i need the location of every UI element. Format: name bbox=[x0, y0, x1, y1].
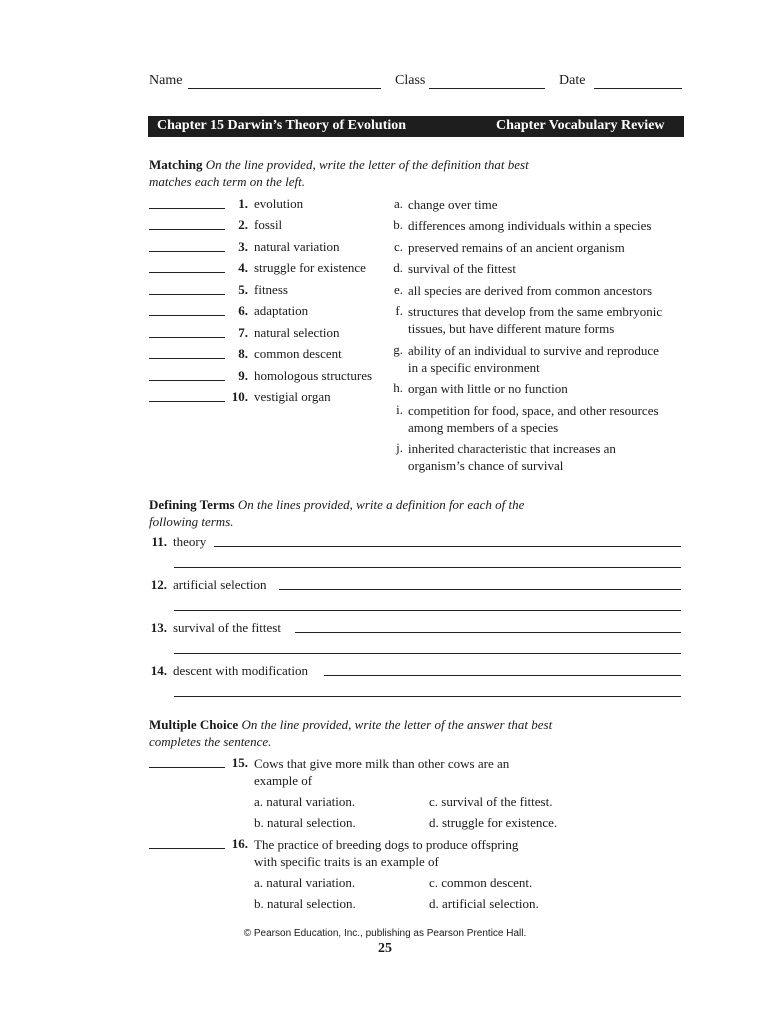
answer-line[interactable] bbox=[149, 294, 225, 295]
term-number: 2. bbox=[238, 217, 248, 232]
defining-number: 11. bbox=[151, 534, 167, 549]
definition-line1: structures that develop from the same embryonic bbox=[408, 304, 663, 319]
definition-line1: ability of an individual to survive and reproduce bbox=[408, 343, 659, 358]
answer-line[interactable] bbox=[149, 767, 225, 768]
matching-instructions-line1: On the line provided, write the letter of the definition that best bbox=[205, 157, 529, 172]
definition-line[interactable] bbox=[279, 589, 681, 590]
term-number: 4. bbox=[238, 260, 248, 275]
definition-letter: f. bbox=[395, 303, 403, 318]
definition-line1: survival of the fittest bbox=[408, 261, 516, 276]
defining-term: descent with modification bbox=[173, 663, 309, 678]
definition-line1: inherited characteristic that increases an bbox=[408, 441, 616, 456]
answer-line[interactable] bbox=[149, 358, 225, 359]
option-d[interactable]: d. struggle for existence. bbox=[429, 815, 558, 830]
term-number: 6. bbox=[238, 303, 248, 318]
date-label: Date bbox=[559, 73, 586, 88]
matching-instructions-line2: matches each term on the left. bbox=[149, 174, 305, 189]
definition-line2: in a specific environment bbox=[408, 360, 540, 375]
option-c[interactable]: c. survival of the fittest. bbox=[429, 794, 553, 809]
page-number: 25 bbox=[378, 941, 392, 956]
term-text: evolution bbox=[254, 196, 304, 211]
definition-line1: organ with little or no function bbox=[408, 381, 568, 396]
term-text: natural selection bbox=[254, 325, 340, 340]
matching-instructions bbox=[149, 156, 529, 173]
definition-line[interactable] bbox=[295, 632, 681, 633]
definition-line1: change over time bbox=[408, 197, 498, 212]
definition-letter: e. bbox=[393, 282, 403, 297]
term-text: adaptation bbox=[254, 303, 309, 318]
definition-line[interactable] bbox=[324, 675, 681, 676]
defining-heading: Defining Terms bbox=[149, 497, 235, 512]
review-title: Chapter Vocabulary Review bbox=[496, 118, 665, 133]
answer-line[interactable] bbox=[149, 272, 225, 273]
defining-instructions-line2: following terms. bbox=[149, 514, 234, 529]
definition-line1: differences among individuals within a species bbox=[408, 218, 652, 233]
definition-letter: i. bbox=[396, 402, 403, 417]
answer-line[interactable] bbox=[149, 251, 225, 252]
date-field-line[interactable] bbox=[594, 88, 682, 89]
term-text: natural variation bbox=[254, 239, 340, 254]
option-a[interactable]: a. natural variation. bbox=[254, 794, 356, 809]
definition-letter: a. bbox=[393, 196, 403, 211]
option-c[interactable]: c. common descent. bbox=[429, 875, 533, 890]
term-text: fitness bbox=[254, 282, 288, 297]
defining-instructions bbox=[149, 496, 524, 513]
mc-instructions bbox=[149, 716, 552, 733]
term-number: 1. bbox=[238, 196, 248, 211]
definition-letter: c. bbox=[393, 239, 403, 254]
term-number: 9. bbox=[238, 368, 248, 383]
definition-line[interactable] bbox=[174, 696, 681, 697]
definition-line[interactable] bbox=[174, 653, 681, 654]
definition-line[interactable] bbox=[174, 610, 681, 611]
question-line2: with specific traits is an example of bbox=[254, 854, 439, 869]
definition-line2: organism’s chance of survival bbox=[408, 458, 564, 473]
term-text: common descent bbox=[254, 346, 342, 361]
name-field-line[interactable] bbox=[188, 88, 381, 89]
term-text: vestigial organ bbox=[254, 389, 331, 404]
defining-number: 12. bbox=[150, 577, 167, 592]
question-line2: example of bbox=[254, 773, 313, 788]
option-d[interactable]: d. artificial selection. bbox=[429, 896, 539, 911]
question-line1: The practice of breeding dogs to produce offspring bbox=[254, 837, 519, 852]
definition-line1: preserved remains of an ancient organism bbox=[408, 240, 625, 255]
definition-line1: competition for food, space, and other resources bbox=[408, 403, 659, 418]
definition-letter: g. bbox=[393, 342, 403, 357]
defining-number: 13. bbox=[150, 620, 167, 635]
answer-line[interactable] bbox=[149, 848, 225, 849]
definition-letter: b. bbox=[393, 217, 403, 232]
class-label: Class bbox=[395, 73, 426, 88]
mc-instructions-line1: On the line provided, write the letter of the answer that best bbox=[241, 717, 553, 732]
defining-term: theory bbox=[173, 534, 207, 549]
definition-line[interactable] bbox=[214, 546, 681, 547]
term-number: 10. bbox=[231, 389, 248, 404]
mc-instructions-line2: completes the sentence. bbox=[149, 734, 272, 749]
term-number: 5. bbox=[238, 282, 248, 297]
mc-heading: Multiple Choice bbox=[149, 717, 239, 732]
class-field-line[interactable] bbox=[429, 88, 545, 89]
definition-line2: among members of a species bbox=[408, 420, 559, 435]
copyright-footer: © Pearson Education, Inc., publishing as Pearson Prentice Hall. bbox=[243, 928, 527, 939]
option-a[interactable]: a. natural variation. bbox=[254, 875, 356, 890]
defining-number: 14. bbox=[150, 663, 167, 678]
chapter-title-bar bbox=[148, 116, 684, 137]
term-number: 8. bbox=[238, 346, 248, 361]
question-line1: Cows that give more milk than other cows are an bbox=[254, 756, 510, 771]
chapter-title: Chapter 15 Darwin’s Theory of Evolution bbox=[157, 118, 407, 133]
definition-letter: j. bbox=[396, 440, 403, 455]
question-number: 15. bbox=[231, 755, 248, 770]
term-text: homologous structures bbox=[254, 368, 373, 383]
option-b[interactable]: b. natural selection. bbox=[254, 896, 356, 911]
answer-line[interactable] bbox=[149, 208, 225, 209]
defining-instructions-line1: On the lines provided, write a definition for each of the bbox=[237, 497, 525, 512]
answer-line[interactable] bbox=[149, 337, 225, 338]
answer-line[interactable] bbox=[149, 401, 225, 402]
definition-line2: tissues, but have different mature forms bbox=[408, 321, 615, 336]
matching-heading: Matching bbox=[149, 157, 203, 172]
definition-line1: all species are derived from common ancestors bbox=[408, 283, 653, 298]
defining-term: artificial selection bbox=[173, 577, 267, 592]
defining-term: survival of the fittest bbox=[173, 620, 281, 635]
answer-line[interactable] bbox=[149, 315, 225, 316]
answer-line[interactable] bbox=[149, 229, 225, 230]
definition-line[interactable] bbox=[174, 567, 681, 568]
option-b[interactable]: b. natural selection. bbox=[254, 815, 356, 830]
name-label: Name bbox=[149, 73, 183, 88]
question-number: 16. bbox=[231, 836, 248, 851]
term-number: 3. bbox=[238, 239, 248, 254]
answer-line[interactable] bbox=[149, 380, 225, 381]
definition-letter: d. bbox=[393, 260, 403, 275]
definition-letter: h. bbox=[393, 380, 403, 395]
term-text: struggle for existence bbox=[254, 260, 366, 275]
term-text: fossil bbox=[254, 217, 283, 232]
term-number: 7. bbox=[238, 325, 248, 340]
